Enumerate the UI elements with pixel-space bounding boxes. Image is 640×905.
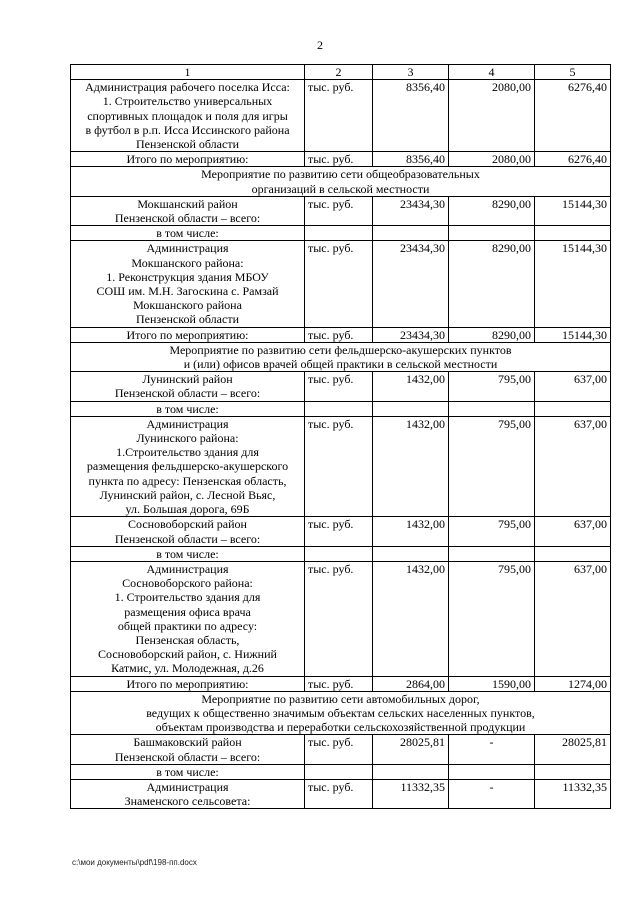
item-name-line: в футбол в р.п. Исса Иссинского района bbox=[85, 122, 290, 137]
header-cell: 5 bbox=[535, 65, 611, 80]
federal-amount-cell: - bbox=[449, 735, 535, 764]
regional-amount-cell: 637,00 bbox=[535, 561, 611, 676]
item-name-line: Итого по мероприятию: bbox=[126, 676, 249, 691]
header-cell: 2 bbox=[305, 65, 373, 80]
federal-amount-cell bbox=[449, 546, 535, 561]
item-name-line: ул. Большая дорога, 69Б bbox=[125, 502, 250, 517]
item-name-cell bbox=[71, 517, 305, 546]
item-name-line: Итого по мероприятию: bbox=[126, 327, 249, 342]
regional-amount-cell: 6276,40 bbox=[535, 152, 611, 167]
unit-cell bbox=[305, 226, 373, 241]
item-name-line: Пензенская область, bbox=[135, 632, 240, 647]
section-heading bbox=[71, 167, 611, 196]
section-heading-line: организаций в сельской местности bbox=[251, 181, 430, 196]
item-name-line: Итого по мероприятию: bbox=[126, 152, 249, 167]
table-row bbox=[71, 735, 611, 764]
federal-amount-cell bbox=[449, 764, 535, 779]
item-name-line: Пензенской области – всего: bbox=[114, 386, 261, 401]
item-name-line: Пензенской области – всего: bbox=[114, 749, 261, 764]
item-name-line: Мокшанского района bbox=[133, 298, 242, 313]
total-amount-cell: 2864,00 bbox=[373, 676, 449, 691]
regional-amount-cell: 15144,30 bbox=[535, 196, 611, 225]
item-name-cell bbox=[71, 764, 305, 779]
header-cell: 4 bbox=[449, 65, 535, 80]
item-name-line: размещения офиса врача bbox=[124, 604, 251, 619]
item-name-line: в том числе: bbox=[156, 401, 219, 416]
unit-cell: тыс. руб. bbox=[305, 561, 373, 676]
section-heading-row bbox=[71, 342, 611, 371]
item-name-cell bbox=[71, 152, 305, 167]
table-row bbox=[71, 416, 611, 516]
total-amount-cell bbox=[373, 226, 449, 241]
item-name-line: Сосновоборского района: bbox=[122, 576, 253, 591]
table-header-row bbox=[71, 65, 611, 80]
table-row bbox=[71, 80, 611, 152]
unit-cell: тыс. руб. bbox=[305, 372, 373, 401]
total-amount-cell: 23434,30 bbox=[373, 327, 449, 342]
regional-amount-cell: 15144,30 bbox=[535, 327, 611, 342]
table-body bbox=[71, 65, 611, 809]
header-cell: 3 bbox=[373, 65, 449, 80]
table-row bbox=[71, 546, 611, 561]
file-path-footer: c:\мои документы\pdf\198-пп.docx bbox=[72, 858, 197, 867]
total-amount-cell: 1432,00 bbox=[373, 561, 449, 676]
federal-amount-cell bbox=[449, 401, 535, 416]
federal-amount-cell: - bbox=[449, 779, 535, 808]
table-row bbox=[71, 152, 611, 167]
item-name-cell bbox=[71, 401, 305, 416]
item-name-line: Лунинского района: bbox=[136, 431, 239, 446]
regional-amount-cell: 637,00 bbox=[535, 372, 611, 401]
item-name-line: Администрация bbox=[146, 561, 229, 576]
total-amount-cell: 8356,40 bbox=[373, 80, 449, 152]
unit-cell bbox=[305, 401, 373, 416]
total-amount-cell: 23434,30 bbox=[373, 196, 449, 225]
item-name-cell bbox=[71, 676, 305, 691]
unit-cell: тыс. руб. bbox=[305, 196, 373, 225]
table-row bbox=[71, 779, 611, 808]
regional-amount-cell bbox=[535, 401, 611, 416]
federal-amount-cell: 8290,00 bbox=[449, 241, 535, 327]
budget-table bbox=[70, 64, 611, 809]
item-name-line: Знаменского сельсовета: bbox=[124, 794, 251, 809]
total-amount-cell bbox=[373, 546, 449, 561]
section-heading-line: Мероприятие по развитию сети общеобразовательных bbox=[201, 167, 480, 182]
unit-cell: тыс. руб. bbox=[305, 735, 373, 764]
item-name-cell bbox=[71, 735, 305, 764]
table-row bbox=[71, 401, 611, 416]
item-name-line: в том числе: bbox=[156, 226, 219, 241]
section-heading-line: Мероприятие по развитию сети автомобильных дорог, bbox=[201, 691, 480, 706]
regional-amount-cell: 15144,30 bbox=[535, 241, 611, 327]
item-name-line: Пензенской области bbox=[136, 312, 239, 327]
header-cell: 1 bbox=[71, 65, 305, 80]
regional-amount-cell: 28025,81 bbox=[535, 735, 611, 764]
total-amount-cell: 11332,35 bbox=[373, 779, 449, 808]
table-row bbox=[71, 517, 611, 546]
item-name-line: Башмаковский район bbox=[133, 735, 242, 750]
item-name-line: 1. Строительство универсальных bbox=[102, 94, 273, 109]
table-row bbox=[71, 764, 611, 779]
unit-cell: тыс. руб. bbox=[305, 152, 373, 167]
unit-cell bbox=[305, 546, 373, 561]
federal-amount-cell: 2080,00 bbox=[449, 152, 535, 167]
unit-cell: тыс. руб. bbox=[305, 327, 373, 342]
regional-amount-cell: 637,00 bbox=[535, 416, 611, 516]
regional-amount-cell: 1274,00 bbox=[535, 676, 611, 691]
regional-amount-cell: 6276,40 bbox=[535, 80, 611, 152]
unit-cell: тыс. руб. bbox=[305, 241, 373, 327]
table-row bbox=[71, 327, 611, 342]
total-amount-cell: 1432,00 bbox=[373, 416, 449, 516]
item-name-line: Катмис, ул. Молодежная, д.26 bbox=[111, 661, 264, 676]
item-name-line: размещения фельдшерско-акушерского bbox=[86, 459, 289, 474]
total-amount-cell: 28025,81 bbox=[373, 735, 449, 764]
unit-cell: тыс. руб. bbox=[305, 416, 373, 516]
federal-amount-cell: 795,00 bbox=[449, 416, 535, 516]
item-name-line: Сосновоборский район, с. Нижний bbox=[98, 647, 277, 662]
item-name-cell bbox=[71, 226, 305, 241]
item-name-line: Пензенской области bbox=[136, 137, 239, 152]
item-name-line: в том числе: bbox=[156, 764, 219, 779]
item-name-cell bbox=[71, 561, 305, 676]
item-name-line: спортивных площадок и поля для игры bbox=[87, 108, 288, 123]
item-name-line: Администрация bbox=[146, 241, 229, 256]
total-amount-cell bbox=[373, 764, 449, 779]
section-heading-line: Мероприятие по развитию сети фельдшерско-акушерских пунктов bbox=[169, 342, 512, 357]
unit-cell: тыс. руб. bbox=[305, 779, 373, 808]
item-name-line: Лунинский район, с. Лесной Вьяс, bbox=[99, 487, 276, 502]
item-name-line: Лунинский район bbox=[142, 372, 233, 387]
table-row bbox=[71, 241, 611, 327]
regional-amount-cell: 637,00 bbox=[535, 517, 611, 546]
federal-amount-cell: 795,00 bbox=[449, 517, 535, 546]
item-name-line: Администрация рабочего поселка Исса: bbox=[85, 80, 290, 95]
item-name-line: Администрация bbox=[146, 416, 229, 431]
regional-amount-cell: 11332,35 bbox=[535, 779, 611, 808]
regional-amount-cell bbox=[535, 226, 611, 241]
item-name-cell bbox=[71, 546, 305, 561]
item-name-cell bbox=[71, 779, 305, 808]
section-heading-line: ведущих к общественно значимым объектам сельских населенных пунктов, bbox=[146, 705, 535, 720]
section-heading bbox=[71, 691, 611, 735]
table-row bbox=[71, 196, 611, 225]
regional-amount-cell bbox=[535, 764, 611, 779]
item-name-cell bbox=[71, 80, 305, 152]
item-name-cell bbox=[71, 241, 305, 327]
unit-cell: тыс. руб. bbox=[305, 676, 373, 691]
item-name-line: Пензенской области – всего: bbox=[114, 531, 261, 546]
item-name-line: Администрация bbox=[146, 779, 229, 794]
unit-cell: тыс. руб. bbox=[305, 80, 373, 152]
item-name-line: в том числе: bbox=[156, 546, 219, 561]
table-row bbox=[71, 372, 611, 401]
item-name-cell bbox=[71, 416, 305, 516]
federal-amount-cell: 1590,00 bbox=[449, 676, 535, 691]
table-row bbox=[71, 226, 611, 241]
item-name-cell bbox=[71, 327, 305, 342]
item-name-cell bbox=[71, 372, 305, 401]
federal-amount-cell: 8290,00 bbox=[449, 196, 535, 225]
item-name-line: Сосновоборский район bbox=[128, 517, 247, 532]
section-heading-line: и (или) офисов врачей общей практики в сельской местности bbox=[183, 357, 498, 372]
item-name-line: Пензенской области – всего: bbox=[114, 211, 261, 226]
item-name-line: 1. Строительство здания для bbox=[114, 590, 261, 605]
federal-amount-cell: 2080,00 bbox=[449, 80, 535, 152]
section-heading-row bbox=[71, 691, 611, 735]
federal-amount-cell bbox=[449, 226, 535, 241]
total-amount-cell: 1432,00 bbox=[373, 372, 449, 401]
unit-cell bbox=[305, 764, 373, 779]
federal-amount-cell: 8290,00 bbox=[449, 327, 535, 342]
item-name-line: Мокшанский район bbox=[137, 196, 238, 211]
section-heading-row bbox=[71, 167, 611, 196]
item-name-cell bbox=[71, 196, 305, 225]
section-heading bbox=[71, 342, 611, 371]
total-amount-cell bbox=[373, 401, 449, 416]
item-name-line: общей практики по адресу: bbox=[117, 618, 258, 633]
page-number: 2 bbox=[317, 38, 323, 52]
total-amount-cell: 1432,00 bbox=[373, 517, 449, 546]
unit-cell: тыс. руб. bbox=[305, 517, 373, 546]
federal-amount-cell: 795,00 bbox=[449, 561, 535, 676]
item-name-line: Мокшанского района: bbox=[131, 255, 244, 270]
federal-amount-cell: 795,00 bbox=[449, 372, 535, 401]
total-amount-cell: 23434,30 bbox=[373, 241, 449, 327]
item-name-line: 1.Строительство здания для bbox=[116, 445, 259, 460]
item-name-line: пункта по адресу: Пензенская область, bbox=[88, 473, 287, 488]
item-name-line: 1. Реконструкция здания МБОУ bbox=[106, 269, 269, 284]
table-row bbox=[71, 676, 611, 691]
regional-amount-cell bbox=[535, 546, 611, 561]
table-row bbox=[71, 561, 611, 676]
item-name-line: СОШ им. М.Н. Загоскина с. Рамзай bbox=[96, 284, 279, 299]
total-amount-cell: 8356,40 bbox=[373, 152, 449, 167]
section-heading-line: объектам производства и переработки сельскохозяйственной продукции bbox=[155, 720, 526, 735]
